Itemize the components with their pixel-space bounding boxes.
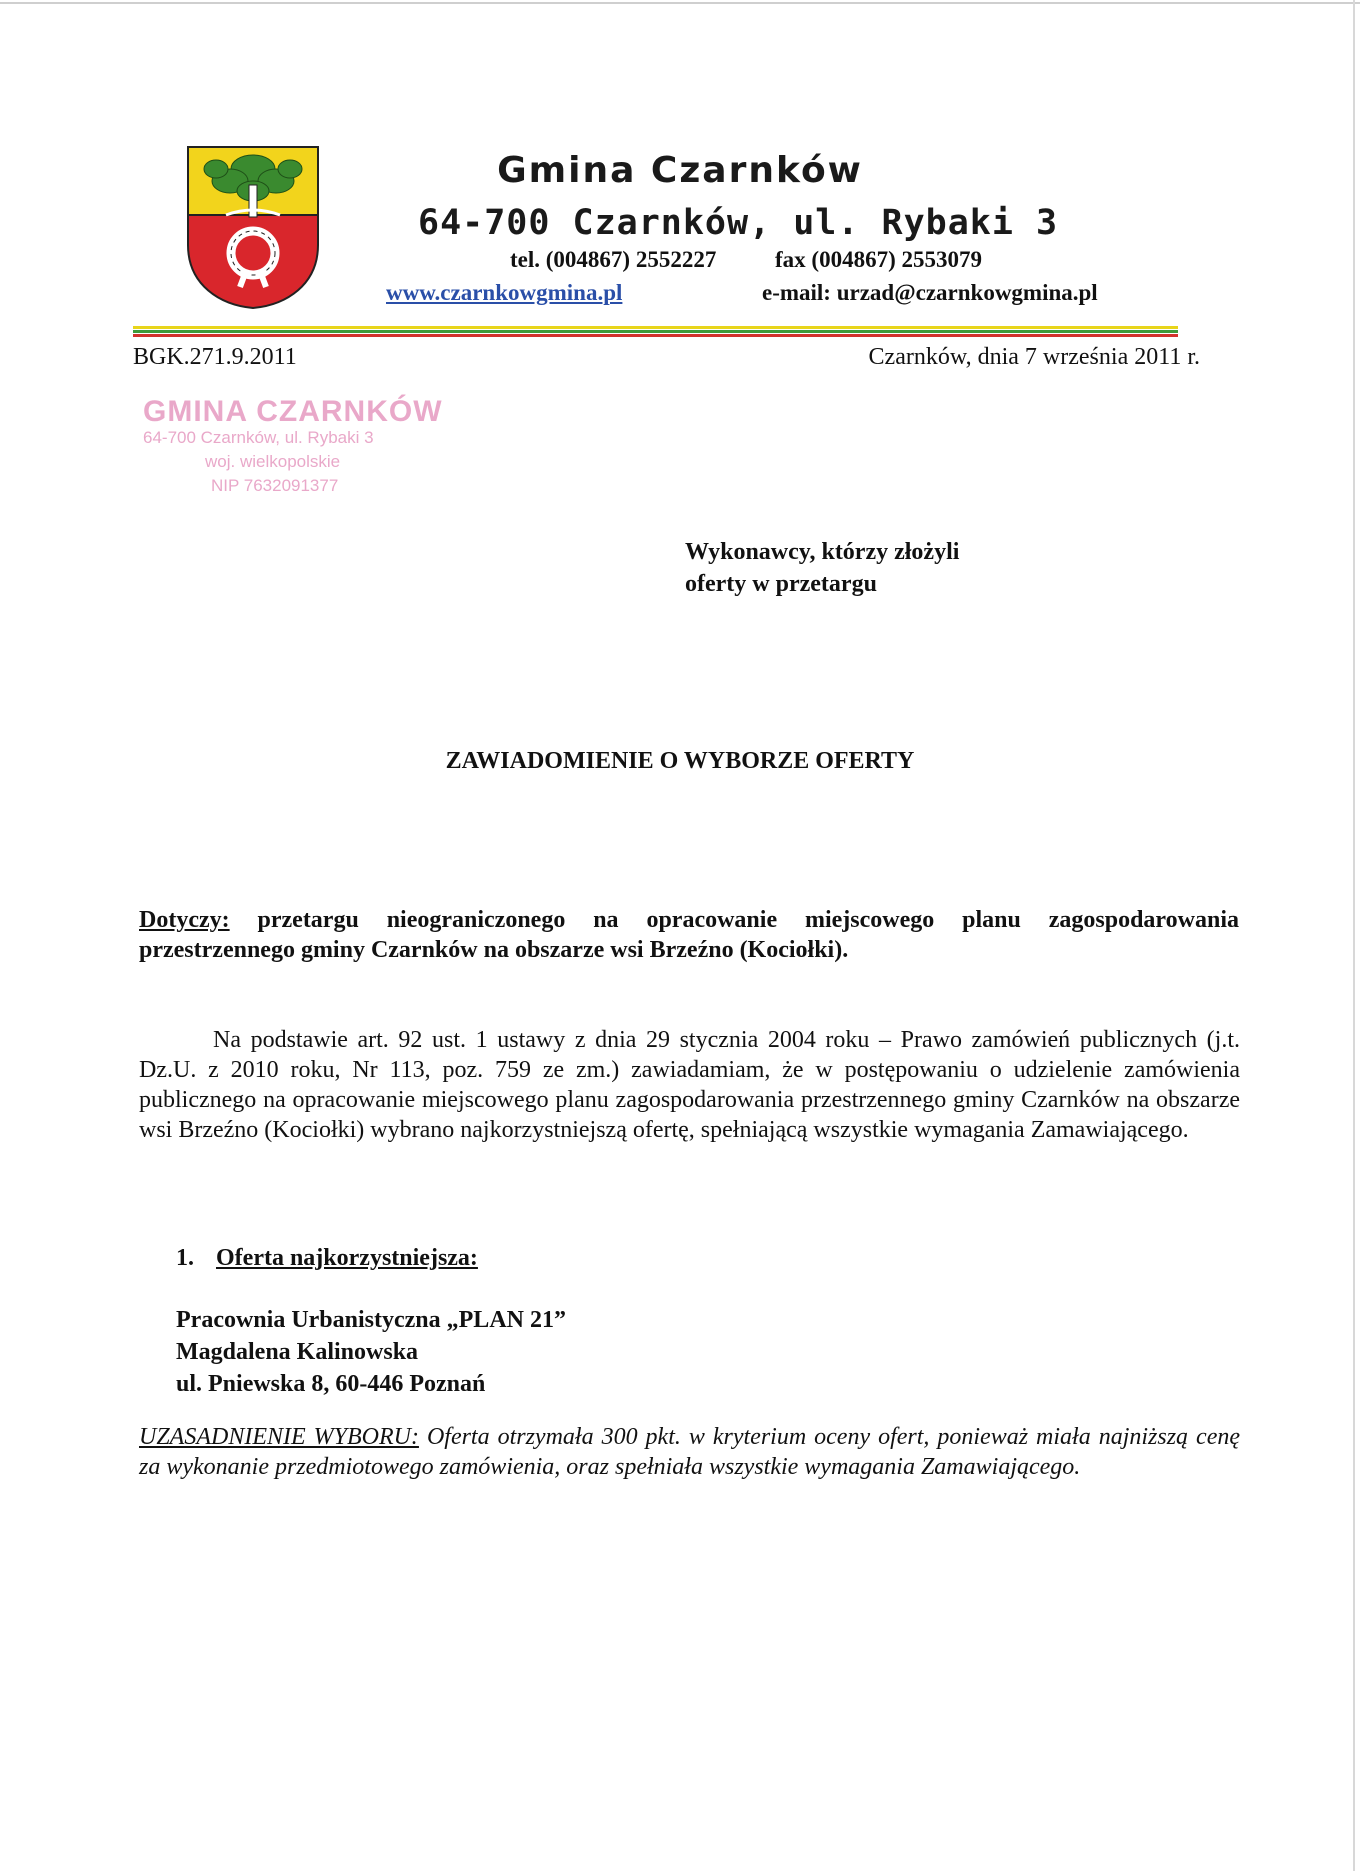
header-rule-red: [133, 334, 1178, 337]
subject-label: Dotyczy:: [139, 907, 230, 933]
email-address: e-mail: urzad@czarnkowgmina.pl: [762, 280, 1098, 305]
reference-number: BGK.271.9.2011: [133, 344, 297, 370]
letter-date: Czarnków, dnia 7 września 2011 r.: [868, 344, 1200, 370]
municipality-address: 64-700 Czarnków, ul. Rybaki 3: [418, 203, 1059, 243]
justification-label: UZASADNIENIE WYBORU:: [139, 1424, 419, 1450]
winning-offer: [176, 1304, 566, 1400]
winning-offer-heading: [176, 1245, 478, 1272]
item-number: 1.: [176, 1245, 194, 1271]
header-rule-yellow: [133, 326, 1178, 329]
notice-title: ZAWIADOMIENIE O WYBORZE OFERTY: [445, 748, 915, 774]
website-link[interactable]: www.czarnkowgmina.pl: [386, 280, 623, 305]
justification-paragraph: [139, 1422, 1240, 1482]
stamp-line-4: NIP 7632091377: [211, 476, 339, 495]
phone-number: tel. (004867) 2552227: [510, 247, 717, 272]
addressee-line-2: oferty w przetargu: [685, 571, 877, 597]
subject-text: przetargu nieograniczonego na opracowanie miejscowego planu zagospodarowania przestrzennego gminy Czarnków na obszarze wsi Brzeźno (Kociołki).: [139, 907, 1239, 963]
justification-text: Oferta otrzymała 300 pkt. w kryterium oceny ofert, ponieważ miała najniższą cenę za wykonanie przedmiotowego zamówienia, oraz spełniała wszystkie wymagania Zamawiającego.: [139, 1424, 1240, 1480]
offer-company: Pracownia Urbanistyczna „PLAN 21”: [176, 1307, 566, 1333]
body-paragraph: Na podstawie art. 92 ust. 1 ustawy z dnia 29 stycznia 2004 roku – Prawo zamówień publicznych (j.t. Dz.U. z 2010 roku, Nr 113, poz. 759 ze zm.) zawiadamiam, że w postępowaniu o udzielenie zamówienia publicznego na opracowanie miejscowego planu zagospodarowania przestrzennego gminy Czarnków na obszarze wsi Brzeźno (Kociołki) wybrano najkorzystniejszą ofertę, spełniającą wszystkie wymagania Zamawiającego.: [139, 1027, 1240, 1143]
stamp-line-1: GMINA CZARNKÓW: [143, 395, 443, 428]
addressee: [685, 536, 959, 600]
stamp-line-2: 64-700 Czarnków, ul. Rybaki 3: [143, 428, 374, 447]
scan-edge-top: [0, 2, 1360, 4]
item-heading: Oferta najkorzystniejsza:: [216, 1245, 478, 1271]
scan-edge-right: [1353, 0, 1355, 1871]
addressee-line-1: Wykonawcy, którzy złożyli: [685, 539, 960, 565]
header-rule-green: [133, 330, 1178, 333]
offer-address: ul. Pniewska 8, 60-446 Poznań: [176, 1371, 486, 1397]
municipality-name: Gmina Czarnków: [497, 150, 863, 191]
offer-person: Magdalena Kalinowska: [176, 1339, 419, 1365]
stamp-line-3: woj. wielkopolskie: [205, 452, 341, 471]
fax-number: fax (004867) 2553079: [775, 247, 982, 272]
subject-paragraph: [139, 905, 1239, 965]
